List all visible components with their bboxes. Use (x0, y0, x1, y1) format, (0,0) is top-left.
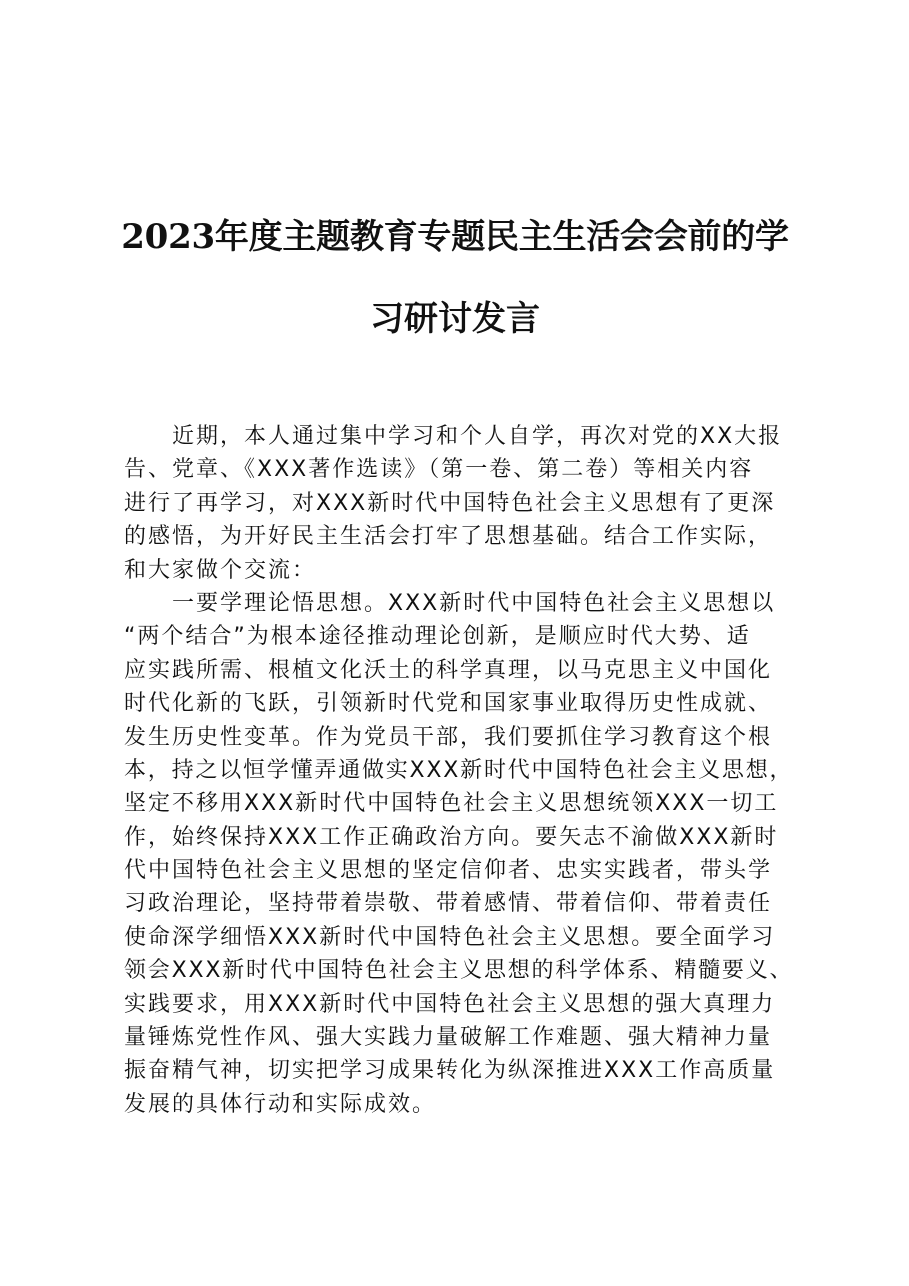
text-line: 代中国特色社会主义思想的坚定信仰者、忠实实践者，带头学 (124, 858, 773, 884)
text-line: 时代化新的飞跃，引领新时代党和国家事业取得历史性成就、 (124, 691, 773, 717)
text-line: 发生历史性变革。作为党员干部，我们要抓住学习教育这个根 (124, 724, 773, 750)
paragraph-intro (124, 420, 796, 587)
document-title (120, 196, 790, 360)
title-line: 习研讨发言 (370, 299, 540, 339)
text-line: 作，始终保持XXX工作正确政治方向。要矢志不渝做XXX新时 (124, 824, 779, 850)
text-line: 一要学理论悟思想。XXX新时代中国特色社会主义思想以 (124, 590, 776, 616)
text-line: “两个结合”为根本途径推动理论创新，是顺应时代大势、适 (124, 624, 751, 650)
paragraph-study-theory (124, 587, 796, 1121)
text-line: 告、党章、《XXX著作选读》（第一卷、第二卷）等相关内容 (124, 457, 754, 483)
text-line: 量锤炼党性作风、强大实践力量破解工作难题、强大精神力量 (124, 1025, 773, 1051)
text-line: 本，持之以恒学懂弄通做实XXX新时代中国特色社会主义思想， (124, 757, 794, 783)
text-line: 进行了再学习，对XXX新时代中国特色社会主义思想有了更深 (124, 490, 776, 516)
text-line: 领会XXX新时代中国特色社会主义思想的科学体系、精髓要义、 (124, 958, 794, 984)
text-line: 坚定不移用XXX新时代中国特色社会主义思想统领XXX一切工 (124, 791, 779, 817)
document-body (124, 420, 796, 1121)
text-line: 习政治理论，坚持带着崇敬、带着感情、带着信仰、带着责任 (124, 891, 773, 917)
text-line: 振奋精气神，切实把学习成果转化为纵深推进XXX工作高质量 (124, 1058, 776, 1084)
text-line: 发展的具体行动和实际成效。 (124, 1091, 437, 1117)
text-line: 和大家做个交流： (124, 557, 317, 583)
text-line: 实践要求，用XXX新时代中国特色社会主义思想的强大真理力 (124, 991, 776, 1017)
text-line: 应实践所需、根植文化沃土的科学真理，以马克思主义中国化 (124, 657, 773, 683)
title-line: 2023年度主题教育专题民主生活会会前的学 (121, 217, 789, 257)
text-line: 使命深学细悟XXX新时代中国特色社会主义思想。要全面学习 (124, 924, 776, 950)
text-line: 的感悟，为开好民主生活会打牢了思想基础。结合工作实际， (124, 524, 773, 550)
text-line: 近期，本人通过集中学习和个人自学，再次对党的XX大报 (124, 424, 783, 449)
